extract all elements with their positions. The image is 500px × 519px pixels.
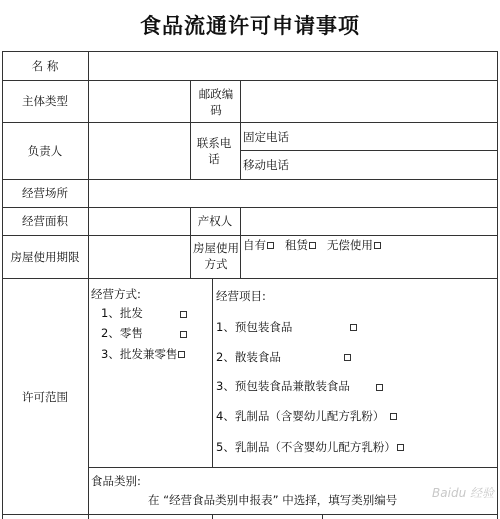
checkbox-icon[interactable] [376,384,383,391]
business-area-label: 经营面积 [22,214,68,228]
business-item-3[interactable]: 3、预包装食品兼散装食品 [216,379,350,393]
usage-option-rent[interactable]: 租赁 [285,238,316,252]
page-title: 食品流通许可申请事项 [140,14,360,38]
business-mode-label: 经营方式: [91,287,141,301]
business-mode-both[interactable]: 3、批发兼零售 [101,346,185,362]
checkbox-icon[interactable] [309,242,316,249]
checkbox-icon[interactable] [178,351,185,358]
usage-option-own[interactable]: 自有 [243,238,274,252]
postal-code-label: 邮政编码 [198,87,234,118]
checkbox-icon[interactable] [390,413,397,420]
business-mode-retail[interactable]: 2、零售 [101,326,143,340]
business-place-label: 经营场所 [22,186,68,200]
contact-phone-label: 联系电话 [196,136,232,167]
business-item-5[interactable]: 5、乳制品（不含婴幼儿配方乳粉） [216,439,404,455]
license-scope-label: 许可范围 [22,390,68,404]
checkbox-icon[interactable] [180,311,187,318]
responsible-person-label: 负责人 [27,144,63,158]
food-category-label: 食品类别: [91,474,141,488]
business-mode-wholesale[interactable]: 1、批发 [101,306,143,320]
checkbox-icon[interactable] [267,242,274,249]
business-item-2[interactable]: 2、散装食品 [216,350,281,364]
checkbox-icon[interactable] [344,354,351,361]
baidu-watermark-logo: Baidu 经验 [432,486,494,500]
checkbox-icon[interactable] [350,324,357,331]
business-item-4[interactable]: 4、乳制品（含婴幼儿配方乳粉） [216,408,397,424]
business-items-label: 经营项目: [216,289,266,303]
usage-term-label: 房屋使用期限 [10,250,80,264]
usage-option-free[interactable]: 无偿使用 [327,238,381,252]
name-label: 名 称 [31,59,59,73]
mobile-label: 移动电话 [243,158,289,172]
usage-mode-label: 房屋使用方式 [193,241,239,272]
checkbox-icon[interactable] [180,331,187,338]
usage-options [243,237,381,253]
property-owner-label: 产权人 [197,214,233,228]
checkbox-icon[interactable] [374,242,381,249]
checkbox-icon[interactable] [397,444,404,451]
entity-type-label: 主体类型 [22,94,68,108]
food-category-note: 在 “经营食品类别申报表” 中选择，填写类别编号 [148,493,398,507]
business-item-1[interactable]: 1、预包装食品 [216,320,293,334]
landline-label: 固定电话 [243,130,289,144]
